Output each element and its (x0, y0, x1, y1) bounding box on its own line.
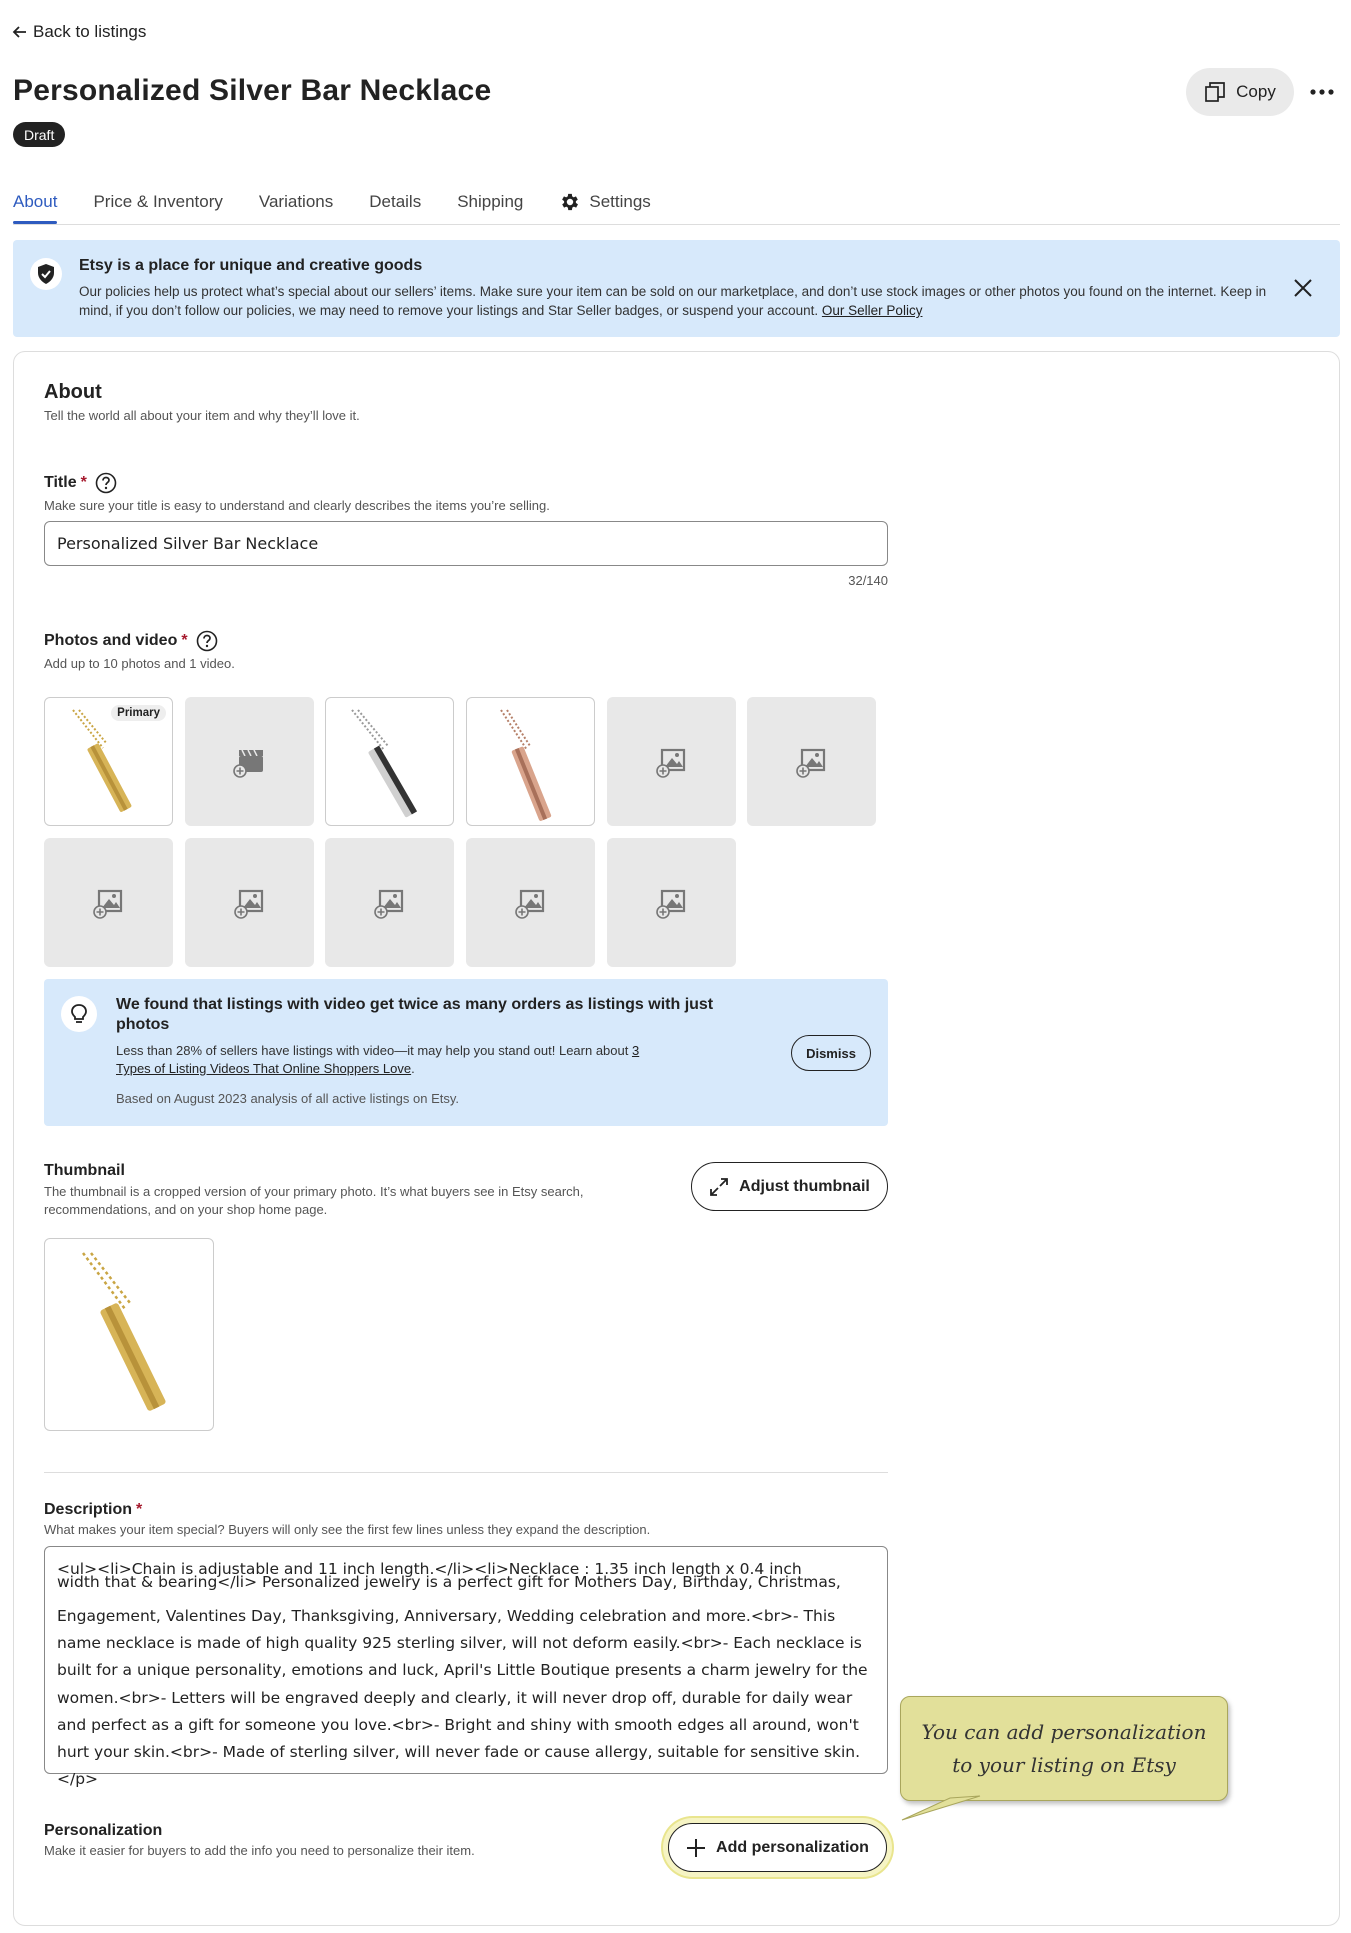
description-line-first: <ul><li>Chain is adjustable and 11 inch length.</li><li>Necklace : 1.35 inch length x 0.4 inch (57, 1560, 802, 1578)
personalization-label-text: Personalization (44, 1822, 163, 1839)
status-badge: Draft (13, 122, 65, 147)
video-tip-title: We found that listings with video get twice as many orders as listings with just photos (116, 996, 714, 1033)
tab-about[interactable] (13, 188, 57, 224)
add-video-slot[interactable] (185, 697, 314, 826)
description-line-clipped (57, 1573, 857, 1592)
description-line-clipped-text: width that & bearing</li> Personalized jewelry is a perfect gift for Mothers Day, Birthday, Christmas, (57, 1573, 841, 1591)
tab-variations-label: Variations (258, 192, 334, 211)
plus-icon (686, 1838, 706, 1858)
add-photo-slot[interactable] (607, 838, 736, 967)
tabs-divider (13, 224, 1340, 225)
tab-price-inventory[interactable] (93, 188, 222, 224)
listing-tabs (13, 188, 687, 224)
thumbnail-label-text: Thumbnail (44, 1162, 125, 1179)
thumbnail-help: The thumbnail is a cropped version of your primary photo. It’s what buyers see in Etsy search, recommendations, and on your shop home page. (44, 1184, 584, 1217)
tab-shipping-label: Shipping (457, 192, 524, 211)
add-photo-icon (515, 887, 547, 919)
tab-about-label: About (13, 192, 58, 211)
add-photo-slot[interactable] (466, 838, 595, 967)
add-photo-slot[interactable] (747, 697, 876, 826)
add-photo-slot[interactable] (325, 838, 454, 967)
add-photo-icon (93, 887, 125, 919)
add-photo-slot[interactable] (44, 838, 173, 967)
silver-bar-necklace-photo (326, 698, 455, 827)
help-icon[interactable] (95, 472, 117, 494)
title-field-help: Make sure your title is easy to understand and clearly describes the items you’re selling. (44, 498, 550, 513)
photos-field-help: Add up to 10 photos and 1 video. (44, 656, 235, 671)
copy-icon (1204, 81, 1226, 103)
lightbulb-icon (61, 996, 97, 1032)
tab-details-label: Details (369, 192, 422, 211)
policy-banner-body: Our policies help us protect what’s special about our sellers’ items. Make sure your item can be sold on our marketplace, and don’t use stock images or other photos you found on the internet. Keep in mind, if you don’t follow our policies, we may need to remove your listings and Star Seller badges, or suspend your account. (79, 284, 1267, 318)
copy-button-label: Copy (1236, 82, 1276, 101)
policy-banner (13, 240, 1340, 337)
close-banner-button[interactable] (1288, 273, 1318, 303)
add-photo-icon (374, 887, 406, 919)
tab-price-inventory-label: Price & Inventory (93, 192, 223, 211)
back-link-label: Back to listings (33, 22, 147, 41)
tab-settings-label: Settings (589, 192, 651, 211)
title-label-text: Title (44, 474, 77, 491)
photos-field-label (44, 630, 218, 652)
required-marker: * (80, 474, 87, 491)
add-photo-slot[interactable] (185, 838, 314, 967)
section-divider (44, 1472, 888, 1473)
primary-tag: Primary (111, 705, 166, 721)
back-to-listings-link[interactable] (13, 22, 146, 42)
tab-shipping[interactable] (457, 188, 523, 224)
required-marker: * (136, 1501, 143, 1518)
dismiss-button[interactable]: Dismiss (791, 1035, 871, 1071)
adjust-thumbnail-label: Adjust thumbnail (739, 1177, 870, 1195)
thumbnail-preview (44, 1238, 214, 1431)
description-label-text: Description (44, 1501, 133, 1518)
personalization-label (44, 1822, 162, 1840)
video-tip-text-before: Less than 28% of sellers have listings with video—it may help you stand out! Learn about (116, 1043, 632, 1058)
video-tip-text-after: . (411, 1061, 415, 1076)
photo-slot-3[interactable] (466, 697, 595, 826)
title-field-label (44, 472, 117, 494)
add-photo-icon (796, 746, 828, 778)
help-icon[interactable] (196, 630, 218, 652)
photos-label-text: Photos and video (44, 632, 178, 649)
description-body: Engagement, Valentines Day, Thanksgiving, Anniversary, Wedding celebration and more.<br>- This name necklace is made of high quality 925 sterling silver, will not deform easily.<br>- Each necklace is built for a unique personality, emotions and luck, April's Little Boutique presents a charm jewelry for the women.<br>- Letters will be engraved deeply and clearly, it will never drop off, durable for daily wear and perfect as a gift for someone you love.<br>- Bright and shiny with smooth edges all around, won't hurt your skin.<br>- Made of sterling silver, will never fade or cause allergy, suitable for sensitive skin.</p> (57, 1607, 868, 1789)
gold-bar-necklace-thumbnail (45, 1239, 215, 1432)
add-personalization-button[interactable] (668, 1823, 887, 1872)
close-icon (1294, 279, 1312, 297)
more-options-button[interactable] (1302, 72, 1342, 112)
thumbnail-label (44, 1162, 125, 1180)
rose-gold-bar-necklace-photo (467, 698, 596, 827)
more-horizontal-icon (1310, 89, 1334, 95)
description-textarea[interactable] (44, 1546, 888, 1789)
add-photo-icon (656, 746, 688, 778)
photo-slot-2[interactable] (325, 697, 454, 826)
photo-slot-1[interactable] (44, 697, 173, 826)
video-tip-text (116, 1042, 656, 1078)
video-tip-banner (44, 979, 888, 1126)
description-help: What makes your item special? Buyers will only see the first few lines unless they expand the description. (44, 1522, 651, 1537)
callout-tail (900, 1796, 1000, 1822)
about-section-subtitle: Tell the world all about your item and why they’ll love it. (44, 408, 360, 423)
add-photo-icon (656, 887, 688, 919)
annotation-callout: You can add personalization to your listing on Etsy (900, 1696, 1228, 1801)
add-video-icon (233, 746, 267, 778)
gear-icon (559, 191, 581, 213)
listing-videos-link[interactable]: 3 Types of Listing Videos That Online Shoppers Love (116, 1043, 640, 1076)
video-tip-footnote: Based on August 2023 analysis of all active listings on Etsy. (116, 1091, 460, 1106)
shield-check-icon (30, 258, 62, 290)
add-photo-slot[interactable] (607, 697, 736, 826)
title-char-counter: 32/140 (848, 573, 888, 588)
required-marker: * (181, 632, 188, 649)
about-section-title: About (44, 381, 102, 403)
title-input[interactable]: Personalized Silver Bar Necklace (44, 521, 888, 566)
personalization-help: Make it easier for buyers to add the info you need to personalize their item. (44, 1843, 475, 1858)
expand-icon (709, 1177, 729, 1197)
tab-details[interactable] (369, 188, 421, 224)
copy-button[interactable] (1186, 68, 1294, 116)
tab-settings[interactable] (559, 188, 650, 224)
adjust-thumbnail-button[interactable] (691, 1162, 888, 1211)
policy-banner-text (79, 282, 1269, 320)
tab-variations[interactable] (259, 188, 333, 224)
add-personalization-label: Add personalization (716, 1838, 869, 1856)
add-photo-icon (234, 887, 266, 919)
seller-policy-link[interactable]: Our Seller Policy (821, 303, 923, 318)
policy-banner-title: Etsy is a place for unique and creative goods (79, 257, 423, 274)
page-title: Personalized Silver Bar Necklace (13, 74, 492, 107)
description-field-label (44, 1501, 142, 1519)
arrow-left-icon (13, 26, 27, 38)
